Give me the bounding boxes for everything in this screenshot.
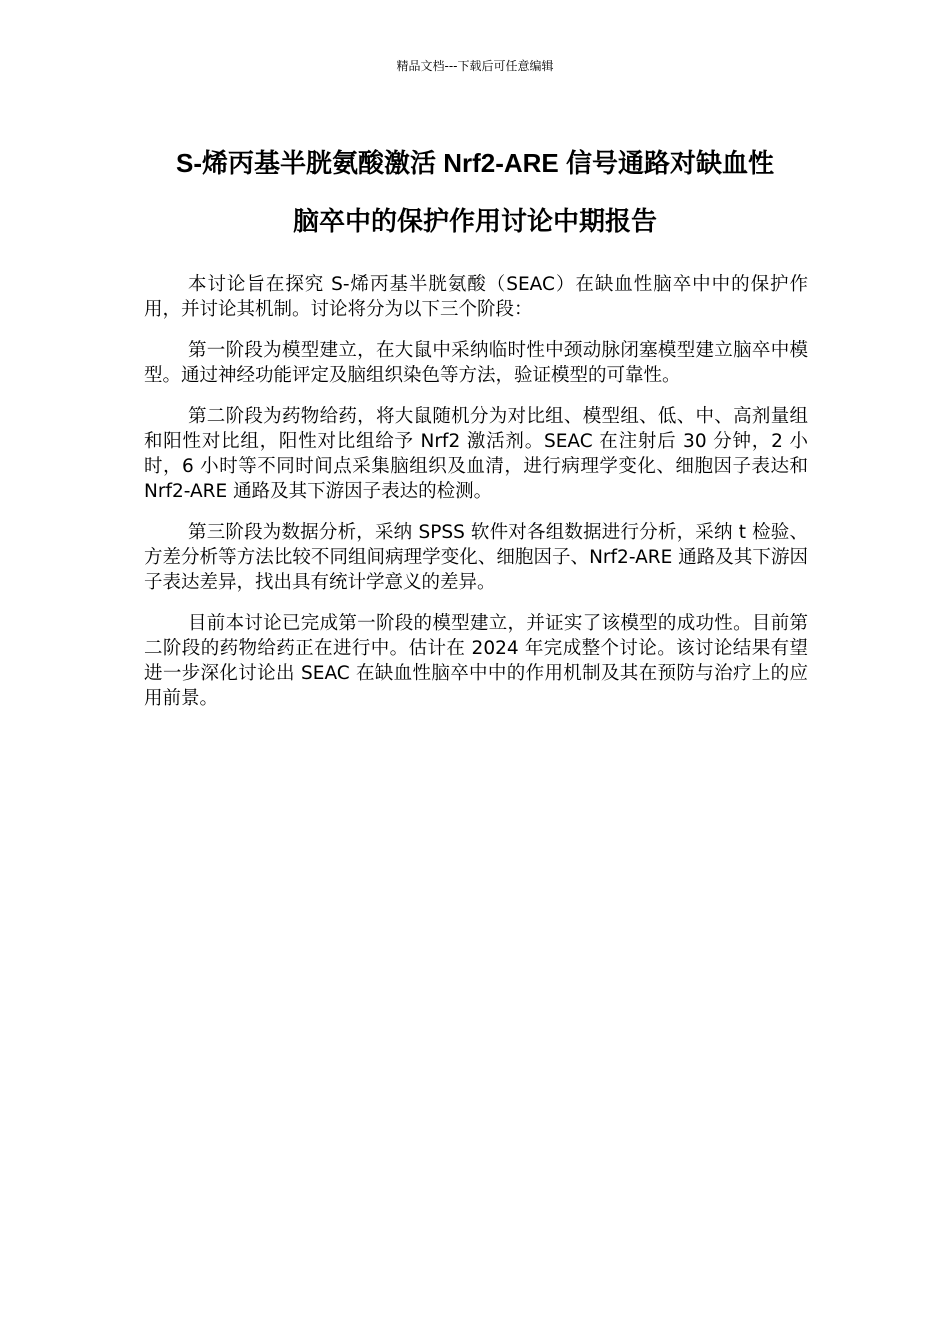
progress-paragraph: 目前本讨论已完成第一阶段的模型建立，并证实了该模型的成功性。目前第二阶段的药物给药正在进行中。估计在 2024 年完成整个讨论。该讨论结果有望进一步深化讨论出 SEAC 在缺血性脑卒中中的作用机制及其在预防与治疗上的应用前景。 <box>144 613 808 709</box>
stage-two-paragraph: 第二阶段为药物给药，将大鼠随机分为对比组、模型组、低、中、高剂量组和阳性对比组，阳性对比组给予 Nrf2 激活剂。SEAC 在注射后 30 分钟，2 小时，6 小时等不同时间点采集脑组织及血清，进行病理学变化、细胞因子表达和 Nrf2-ARE 通路及其下游因子表达的检测。 <box>144 406 808 502</box>
stage-one-paragraph: 第一阶段为模型建立，在大鼠中采纳临时性中颈动脉闭塞模型建立脑卒中模型。通过神经功能评定及脑组织染色等方法，验证模型的可靠性。 <box>144 340 808 386</box>
title-line-1: S-烯丙基半胱氨酸激活 Nrf2-ARE 信号通路对缺血性 <box>175 148 774 178</box>
title-line-2: 脑卒中的保护作用讨论中期报告 <box>292 206 657 236</box>
document-title <box>130 134 820 250</box>
header-note: 精品文档---下载后可任意编辑 <box>396 59 554 73</box>
stage-three-paragraph: 第三阶段为数据分析，采纳 SPSS 软件对各组数据进行分析，采纳 t 检验、方差分析等方法比较不同组间病理学变化、细胞因子、Nrf2-ARE 通路及其下游因子表达差异，找出具有统计学意义的差异。 <box>144 522 808 593</box>
intro-paragraph: 本讨论旨在探究 S-烯丙基半胱氨酸（SEAC）在缺血性脑卒中中的保护作用，并讨论其机制。讨论将分为以下三个阶段： <box>144 274 808 320</box>
document-body <box>144 272 808 727</box>
